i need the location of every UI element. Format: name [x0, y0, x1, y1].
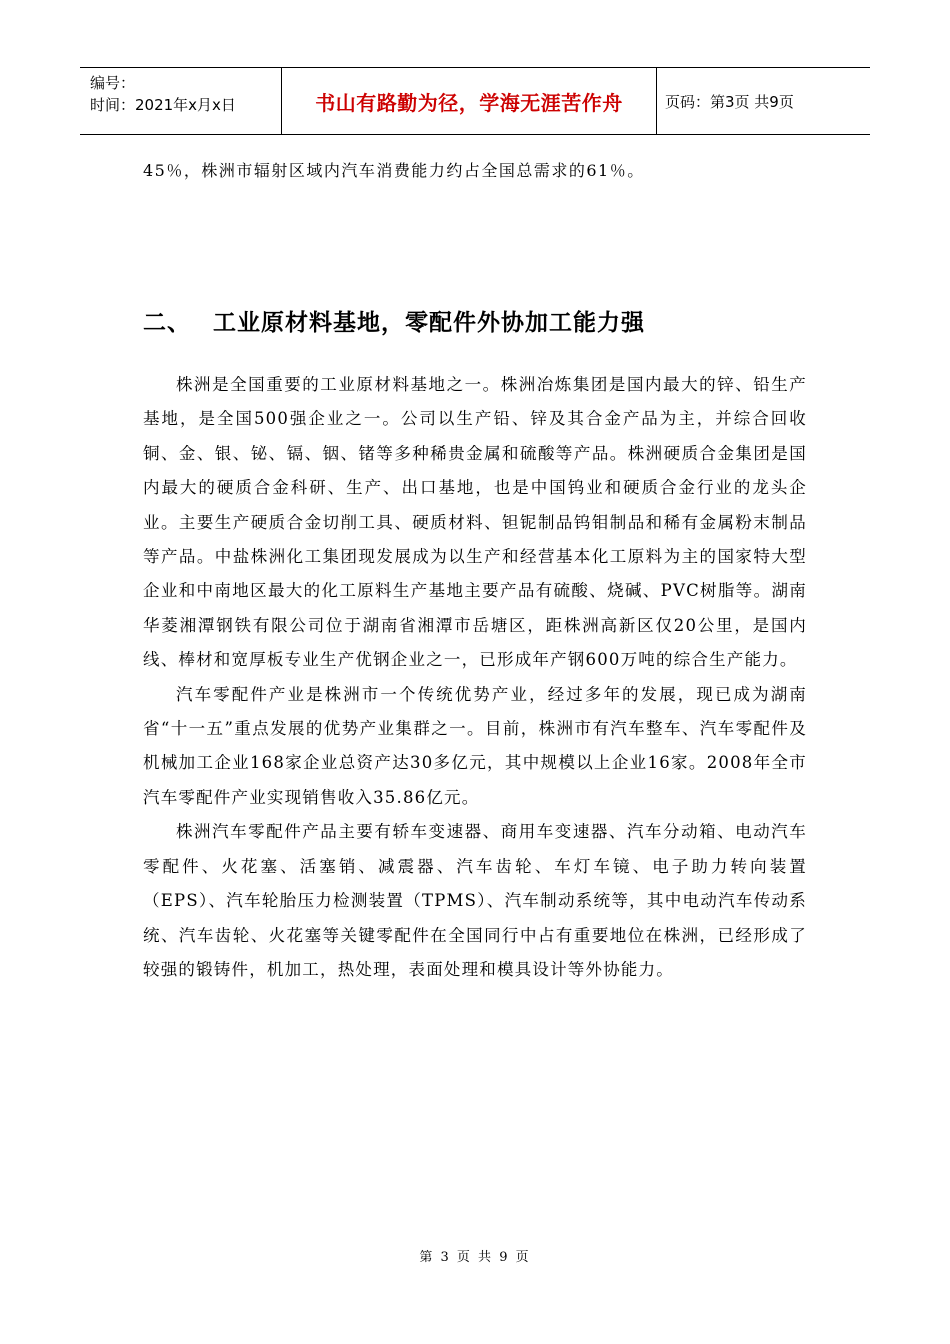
header-page-info: 页码：第3页 共9页 [665, 92, 794, 111]
document-time-label: 时间：2021年x月x日 [90, 96, 236, 114]
lead-fragment: 45％，株洲市辐射区域内汽车消费能力约占全国总需求的61％。 [143, 161, 645, 180]
section-heading [143, 306, 807, 340]
document-body [143, 156, 807, 987]
paragraph-raw-materials: 株洲是全国重要的工业原材料基地之一。株洲冶炼集团是国内最大的锌、铅生产基地，是全国500强企业之一。公司以生产铅、锌及其合金产品为主，并综合回收铜、金、银、铋、镉、铟、锗等多种稀贵金属和硫酸等产品。株洲硬质合金集团是国内最大的硬质合金科研、生产、出口基地，也是中国钨业和硬质合金行业的龙头企业。主要生产硬质合金切削工具、硬质材料、钽铌制品钨钼制品和稀有金属粉末制品等产品。中盐株洲化工集团现发展成为以生产和经营基本化工原料为主的国家特大型企业和中南地区最大的化工原料生产基地主要产品有硫酸、烧碱、PVC树脂等。湖南华菱湘潭钢铁有限公司位于湖南省湘潭市岳塘区，距株洲高新区仅20公里，是国内线、棒材和宽厚板专业生产优钢企业之一，已形成年产钢600万吨的综合生产能力。 [143, 375, 807, 670]
paragraph-auto-parts-industry: 汽车零配件产业是株洲市一个传统优势产业，经过多年的发展，现已成为湖南省“十一五”重点发展的优势产业集群之一。目前，株洲市有汽车整车、汽车零配件及机械加工企业168家企业总资产达30多亿元，其中规模以上企业16家。2008年全市汽车零配件产业实现销售收入35.86亿元。 [143, 684, 807, 807]
document-number-label: 编号： [90, 74, 136, 92]
page-header [80, 67, 870, 135]
section-title: 工业原材料基地，零配件外协加工能力强 [213, 310, 645, 336]
header-motto: 书山有路勤为径，学海无涯苦作舟 [282, 68, 657, 134]
page-footer: 第 3 页 共 9 页 [419, 1250, 531, 1265]
paragraph-auto-parts-products: 株洲汽车零配件产品主要有轿车变速器、商用车变速器、汽车分动箱、电动汽车零配件、火花塞、活塞销、减震器、汽车齿轮、车灯车镜、电子助力转向装置（EPS）、汽车轮胎压力检测装置（TPMS）、汽车制动系统等，其中电动汽车传动系统、汽车齿轮、火花塞等关键零配件在全国同行中占有重要地位在株洲，已经形成了较强的锻铸件，机加工，热处理，表面处理和模具设计等外协能力。 [143, 822, 807, 979]
section-number: 二、 [143, 310, 191, 336]
header-meta [80, 68, 282, 134]
